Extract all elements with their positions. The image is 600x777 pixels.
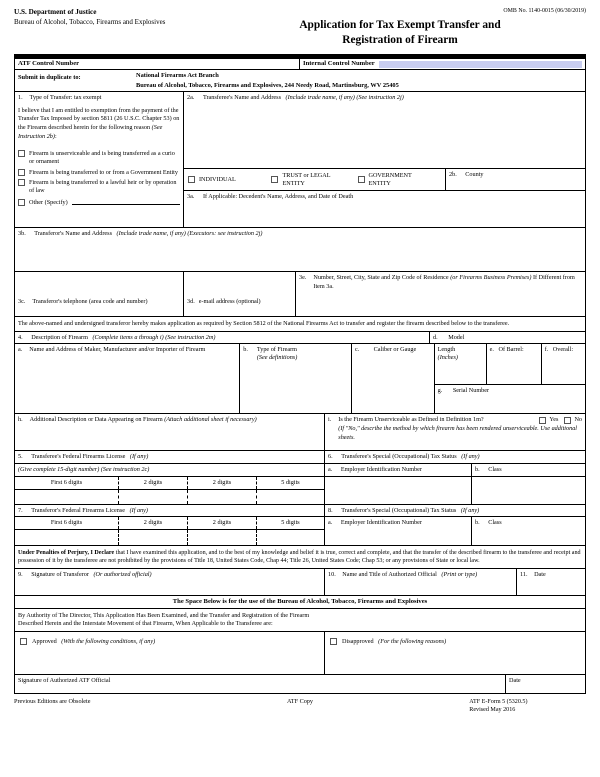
item-7-digit-input[interactable]: [256, 530, 324, 545]
signature-row: [15, 568, 585, 595]
item-7-digit-header: 2 digits: [118, 517, 187, 529]
perjury-heading: Under Penalties of Perjury, I Declare: [18, 549, 115, 556]
item-4-number: 4.: [18, 333, 23, 341]
checkbox-unserviceable-no[interactable]: [564, 417, 571, 424]
item-4g-number: g.: [437, 387, 443, 395]
item-3b-transferor-name-address[interactable]: [15, 227, 585, 271]
item-4d-label: Model: [448, 333, 465, 341]
approved-instruction: (With the following conditions, if any): [61, 637, 156, 645]
submit-to-row: [14, 70, 586, 92]
item-1-statement: [18, 107, 180, 142]
item-4i-label: Is the Firearm Unserviceable as Defined in Definition 1m?: [338, 416, 484, 424]
bureau-name: Bureau of Alcohol, Tobacco, Firearms and Explosives: [14, 18, 166, 26]
item-4i-yes-option[interactable]: [539, 416, 558, 425]
item-4-dimensions-column: [435, 344, 585, 413]
item-8a-number: a.: [328, 519, 333, 527]
item-3e-label-tail: If Different from Item 3a.: [313, 274, 575, 290]
item-4-length-row: [435, 344, 585, 384]
item-4h-label: Additional Description or Data Appearing on Firearm: [29, 416, 163, 424]
item-7-digit-input[interactable]: [187, 530, 256, 545]
checkbox-approved[interactable]: [20, 638, 27, 645]
item-8b-label: Class: [488, 519, 502, 527]
item-4-instruction: (Complete items a through i) (See instruction 2m): [92, 333, 216, 341]
item-5-sub-instruction: (Give complete 15-digit number) (See instruction 2c): [18, 466, 150, 474]
item-3c-number: 3c.: [18, 297, 26, 305]
item-10-authorized-official[interactable]: [325, 569, 517, 595]
item-2a-label: Transferee's Name and Address: [202, 93, 281, 101]
atf-authority-statement: [15, 608, 585, 631]
entity-government-label: GOVERNMENT ENTITY: [368, 171, 412, 187]
item-4e-label: Of Barrel:: [498, 346, 524, 354]
item-5-instruction: (If any): [129, 453, 149, 461]
item-3e-residence-address[interactable]: [296, 272, 585, 316]
item-1-option-government[interactable]: [18, 169, 180, 177]
approved-label: Approved: [32, 637, 57, 645]
checkbox-trust-or-legal-entity[interactable]: [271, 176, 278, 183]
item-2b-label: County: [465, 170, 484, 178]
checkbox-unserviceable-curio[interactable]: [18, 150, 25, 157]
page-title-line2: Registration of Firearm: [342, 33, 458, 46]
footer-revision-date: Revised May 2016: [469, 707, 516, 714]
item-7-digit-header: First 6 digits: [50, 519, 83, 527]
item-4f-overall-length[interactable]: [542, 344, 585, 384]
item-7-digit-header: 2 digits: [187, 517, 256, 529]
item-1-statement-tail: :: [54, 132, 57, 140]
form-header: [14, 0, 586, 52]
entity-individual[interactable]: [188, 176, 271, 184]
item-5-digit-input[interactable]: [118, 490, 187, 504]
item-9-label: Signature of Transferor: [31, 570, 89, 578]
item-6-instruction: (If any): [461, 453, 480, 461]
internal-control-number-label: Internal Control Number: [303, 60, 375, 67]
item-4-title-cell: [15, 332, 430, 344]
item-7-label: Transferor's Federal Firearms License: [31, 506, 126, 514]
item-2b-number: 2b.: [449, 170, 457, 178]
item-7-instruction: (If any): [129, 506, 148, 514]
item-7-digit-entry-row: [15, 529, 585, 545]
item-4f-label: Overall:: [552, 346, 574, 354]
entity-checkbox-group: [184, 169, 446, 191]
item-6a-spacer: [325, 489, 472, 504]
item-10-instruction: (Print or type): [441, 570, 478, 578]
item-7-digit-inputs: [15, 529, 325, 545]
perjury-declaration: [15, 545, 585, 568]
disapproved-cell[interactable]: [325, 632, 585, 674]
item-4b-type[interactable]: [240, 344, 352, 413]
item-1-option-label: Firearm is being transferred to or from a Government Entity: [29, 168, 178, 176]
item-3d-number: 3d.: [187, 297, 195, 305]
item-4-title: Description of Firearm: [31, 333, 88, 341]
item-5-number: 5.: [18, 453, 23, 461]
item-3c-telephone[interactable]: [15, 272, 184, 316]
item-8-label: Transferor's Special (Occupational) Tax Status: [341, 506, 457, 514]
item-3d-email[interactable]: [184, 272, 296, 316]
item-2a-number: 2a.: [187, 93, 195, 101]
item-4-header-row: [15, 331, 585, 344]
item-5-digit-header-row: [15, 476, 585, 489]
checkbox-individual[interactable]: [188, 176, 195, 183]
item-5-digit-headers: [15, 477, 325, 489]
item-4e-number: e.: [489, 346, 494, 354]
checkbox-lawful-heir[interactable]: [18, 179, 25, 186]
item-1-options: [18, 150, 180, 207]
item-6b-number: b.: [475, 466, 480, 474]
atf-signature-date[interactable]: [506, 675, 585, 693]
item-4c-label: Caliber or Gauge: [373, 346, 417, 354]
entity-trust-legal-label: TRUST or LEGAL ENTITY: [282, 171, 331, 187]
disapproved-label: Disapproved: [342, 637, 374, 645]
item-8-header: [325, 505, 585, 517]
item-8a-value-cell[interactable]: [325, 529, 472, 545]
item-4i-instruction: (If "No," describe the method by which firearm has been rendered unserviceable. Use additional sheets.: [338, 425, 578, 441]
item-4i-yes-label: Yes: [549, 416, 559, 424]
item-6a-value-cell[interactable]: [325, 477, 472, 489]
item-4d-number: d.: [433, 333, 438, 341]
item-1-other-label: Other (Specify): [29, 198, 68, 206]
item-4i-unserviceable-question: [325, 414, 585, 450]
item-3a-number: 3a.: [187, 193, 195, 201]
item-4h-additional-description[interactable]: [15, 414, 325, 450]
item-9-instruction: (Or authorized official): [93, 570, 152, 578]
item-7-digit-input[interactable]: [118, 530, 187, 545]
item-6-header: [325, 451, 585, 463]
item-1-option-other[interactable]: [18, 199, 180, 207]
checkbox-unserviceable-yes[interactable]: [539, 417, 546, 424]
control-number-row: [14, 58, 586, 70]
item-5-label: Transferee's Federal Firearms License: [31, 453, 126, 461]
item-8a-ein[interactable]: [325, 517, 472, 529]
item-8b-value-cell[interactable]: [472, 529, 585, 545]
item-5-digit-input[interactable]: [256, 490, 324, 504]
form-footer: [14, 694, 586, 714]
item-1-type-of-transfer: [15, 92, 184, 228]
item-4h-number: h.: [18, 416, 23, 424]
item-4-length-label: Length: [437, 346, 456, 354]
item-3b-label: Transferor's Name and Address: [34, 230, 112, 238]
approval-row: [15, 631, 585, 674]
item-5-instruction-cell: [15, 464, 325, 476]
item-7-header: [15, 505, 325, 517]
internal-control-number-input[interactable]: [379, 61, 582, 68]
item-7-8-header-row: [15, 504, 585, 517]
atf-use-banner: The Space Below is for the use of the Bureau of Alcohol, Tobacco, Firearms and Explosives: [15, 595, 585, 608]
atf-date-label: Date: [509, 676, 521, 684]
footer-right: [397, 698, 586, 714]
item-1-title: Type of Transfer: tax exempt: [29, 93, 102, 101]
contact-row: [15, 271, 585, 316]
item-2a-instruction: (Include trade name, if any) (See instruction 2j): [285, 93, 404, 101]
item-8-instruction: (If any): [460, 506, 480, 514]
item-4c-caliber[interactable]: [352, 344, 435, 413]
item-7-digit-header: 5 digits: [256, 517, 324, 529]
entity-trust-legal[interactable]: [271, 172, 357, 188]
item-5-digit-header: First 6 digits: [50, 478, 83, 486]
checkbox-government-entity[interactable]: [358, 176, 365, 183]
item-4d-model[interactable]: [430, 332, 585, 344]
item-5-digit-header: 2 digits: [187, 477, 256, 489]
footer-left: Previous Editions are Obsolete: [14, 697, 91, 705]
page-title: [214, 18, 586, 48]
item-1-number: 1.: [18, 93, 23, 101]
item-6a-label: Employer Identification Number: [340, 466, 422, 474]
item-4a-maker[interactable]: [15, 344, 240, 413]
item-7-digit-input[interactable]: [15, 530, 118, 545]
submit-to-line1: National Firearms Act Branch: [136, 72, 219, 80]
item-3a-label: If Applicable: Decedent's Name, Address, and Date of Death: [202, 193, 354, 201]
item-8b-number: b.: [475, 519, 480, 527]
item-3c-label: Transferor's telephone (area code and number): [32, 297, 148, 305]
item-4b-number: b.: [243, 346, 248, 354]
item-4a-number: a.: [18, 346, 23, 354]
item-5-6-header-row: [15, 450, 585, 463]
omb-number: OMB No. 1140-0015 (06/30/2019): [503, 8, 586, 14]
checkbox-government-entity-transfer[interactable]: [18, 169, 25, 176]
item-3e-label: Number, Street, City, State and Zip Code of Residence: [313, 274, 449, 282]
item-4-length: [435, 344, 487, 384]
item-4h-instruction: (Attach additional sheet if necessary): [164, 416, 257, 424]
checkbox-disapproved[interactable]: [330, 638, 337, 645]
item-2a-transferee-name-address[interactable]: [184, 92, 585, 168]
item-1-other-input[interactable]: [72, 199, 180, 205]
item-4f-number: f.: [544, 346, 549, 354]
item-8-number: 8.: [328, 506, 333, 514]
application-statement: The above-named and undersigned transferor hereby makes application as required by Section 5812 of the National Firearms Act to transfer and register the firearm described below to the transferee.: [15, 316, 585, 330]
item-4i-no-option[interactable]: [564, 416, 582, 425]
item-5-header: [15, 451, 325, 463]
item-4b-instruction: (See definitions): [256, 354, 298, 362]
item-5-digit-inputs: [15, 489, 325, 504]
item-4-body-row: [15, 343, 585, 413]
item-6-label: Transferee's Special (Occupational) Tax Status: [341, 453, 457, 461]
item-4b-label: Type of Firearm: [256, 346, 297, 354]
approved-cell[interactable]: [15, 632, 325, 674]
item-4i-number: i.: [328, 416, 332, 424]
internal-control-number-cell: [300, 59, 585, 69]
item-4-hi-row: [15, 413, 585, 450]
item-2b-county[interactable]: [446, 169, 585, 191]
atf-signature-label: Signature of Authorized ATF Official: [18, 676, 111, 684]
entity-type-row: [184, 168, 585, 191]
item-11-number: 11.: [520, 570, 528, 578]
submit-to-label: Submit in duplicate to:: [18, 74, 81, 82]
item-7-number: 7.: [18, 506, 23, 514]
atf-signature-row: [15, 674, 585, 693]
perjury-text: that I have examined this application, and to the best of my knowledge and belief it is true, correct and complete, and that the transfer of the described firearm to the transferee and receipt and possession of it by the transferee are not prohibited by the provisions of Title 18, United States Code, Chap 44; Title 26, United States Code; Chap 53; or any provisions of State or local law.: [18, 549, 581, 565]
agency-name: U.S. Department of Justice: [14, 8, 97, 16]
item-7-digit-header-row: [15, 516, 585, 529]
item-1-statement-instruction: (See Instruction 2b): [18, 123, 163, 140]
item-5-digit-header: 2 digits: [118, 477, 187, 489]
item-4e-barrel-length[interactable]: [487, 344, 542, 384]
item-6a-ein[interactable]: [325, 464, 472, 476]
disapproved-instruction: (For the following reasons): [378, 637, 447, 645]
item-4-length-units: (Inches): [437, 354, 458, 362]
item-3e-number: 3e.: [299, 274, 307, 282]
item-4c-number: c.: [354, 346, 360, 354]
item-5-digit-input[interactable]: [15, 490, 118, 504]
item-6b-value-cell[interactable]: [472, 477, 585, 489]
item-3b-instruction: (Include trade name, if any) (Executors: see instruction 2j): [116, 230, 263, 238]
item-1-option-label: Firearm is being transferred to a lawful heir or by operation of law: [29, 179, 177, 194]
submit-to-line2: Bureau of Alcohol, Tobacco, Firearms and Explosives, 244 Needy Road, Martinsburg, WV 25405: [136, 81, 399, 89]
transfer-type-and-parties-block: [14, 92, 586, 694]
atf-official-signature[interactable]: [15, 675, 506, 693]
item-1-option-heir[interactable]: [18, 179, 180, 195]
item-10-number: 10.: [328, 570, 336, 578]
checkbox-other-specify[interactable]: [18, 199, 25, 206]
item-6a-number: a.: [328, 466, 333, 474]
item-1-option-unserviceable[interactable]: [18, 150, 180, 166]
item-4i-no-label: No: [574, 416, 582, 424]
footer-center: ATF Copy: [287, 697, 313, 705]
atf-authority-line2: Described Herein and the Interstate Movement of that Firearm, When Applicable to the Transferee are:: [18, 620, 273, 628]
item-7-digit-headers: [15, 517, 325, 529]
item-4g-label: Serial Number: [452, 387, 490, 395]
submit-to-address: [133, 70, 585, 91]
item-3a-decedent[interactable]: [184, 190, 585, 227]
transferee-column: [184, 92, 585, 228]
item-1-statement-text: I believe that I am entitled to exemption from the payment of the Transfer Tax Imposed by section 5811 (26 U.S.C. Chapter 53) on the Firearm described herein for the following reason: [18, 106, 180, 131]
item-9-number: 9.: [18, 570, 23, 578]
item-9-signature-transferor[interactable]: [15, 569, 325, 595]
item-3e-instruction: (or Firearms Business Premises): [450, 274, 532, 282]
item-6-number: 6.: [328, 453, 333, 461]
item-11-date[interactable]: [517, 569, 585, 595]
item-6b-class[interactable]: [472, 464, 585, 476]
item-3b-number: 3b.: [18, 230, 26, 238]
item-8a-label: Employer Identification Number: [340, 519, 422, 527]
item-4g-serial-number[interactable]: [435, 384, 585, 413]
item-3d-label: e-mail address (optional): [198, 297, 261, 305]
item-6b-label: Class: [488, 466, 502, 474]
item-8b-class[interactable]: [472, 517, 585, 529]
item-5-6-sub-row: [15, 463, 585, 476]
page-title-line1: Application for Tax Exempt Transfer and: [299, 19, 501, 31]
atf-authority-line1: By Authority of The Director, This Application Has Been Examined, and the Transfer and Registration of the Firearm: [18, 611, 310, 619]
item-6b-spacer: [472, 489, 585, 504]
entity-government[interactable]: [358, 172, 441, 188]
atf-control-number-label: ATF Control Number: [18, 60, 80, 67]
item-5-digit-entry-row: [15, 489, 585, 504]
footer-form-number: ATF E-Form 5 (5320.5): [469, 698, 528, 705]
item-11-label: Date: [534, 570, 546, 578]
item-10-label: Name and Title of Authorized Official: [342, 570, 437, 578]
item-4a-label: Name and Address of Maker, Manufacturer and/or Importer of Firearm: [29, 346, 206, 354]
item-5-digit-header: 5 digits: [256, 477, 324, 489]
item-1-option-label: Firearm is unserviceable and is being transferred as a curio or ornament: [29, 150, 175, 166]
item-5-digit-input[interactable]: [187, 490, 256, 504]
entity-individual-label: INDIVIDUAL: [199, 175, 236, 183]
atf-control-number-cell: [15, 59, 300, 69]
